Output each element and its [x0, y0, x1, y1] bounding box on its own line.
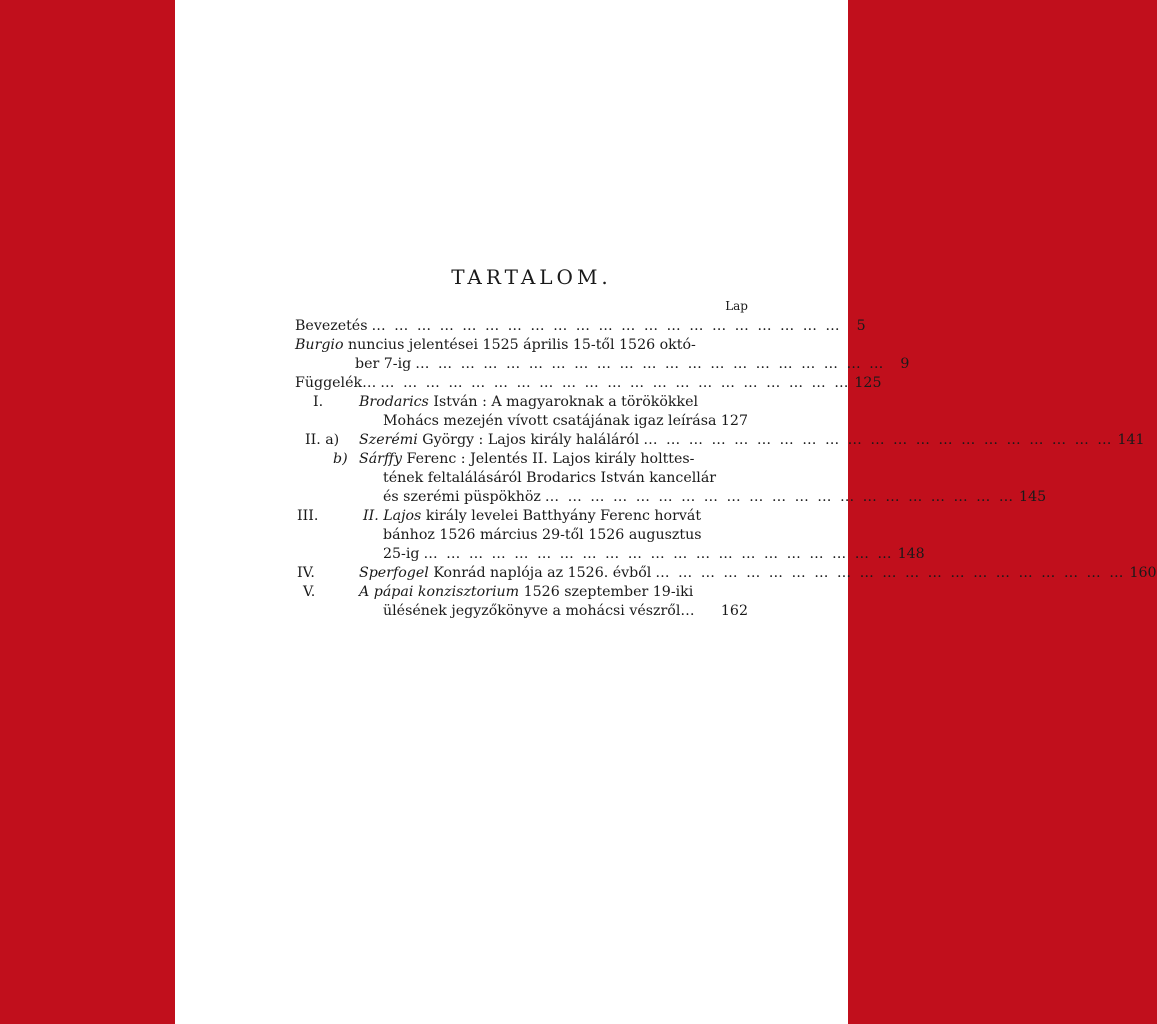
- entry-text-cont: és szerémi püspökhöz: [383, 489, 541, 505]
- toc-entry-i[interactable]: [295, 393, 748, 431]
- entry-text: György : Lajos király haláláról: [422, 432, 640, 448]
- entry-text-cont: Mohács mezején vívott csatájának igaz leírása: [383, 413, 717, 429]
- page-title: TARTALOM.: [451, 265, 612, 289]
- entry-page: 127: [720, 413, 748, 429]
- entry-italic: II. Lajos: [363, 508, 422, 524]
- entry-text: király levelei Batthyány Ferenc horvát: [425, 508, 702, 524]
- entry-italic: Sperfogel: [359, 565, 429, 581]
- entry-page: 162: [720, 603, 748, 619]
- entry-number: V.: [303, 584, 316, 600]
- entry-page: 145: [1019, 489, 1047, 505]
- entry-italic: Szerémi: [359, 432, 418, 448]
- entry-label: Függelék…: [295, 375, 377, 391]
- toc-entry-bevezetes[interactable]: [295, 317, 866, 336]
- entry-page: 5: [856, 318, 866, 334]
- leader-dots: … … … … … … … … … … … … … … … … … … … … …: [371, 318, 842, 334]
- entry-italic: Burgio: [295, 337, 344, 353]
- entry-text: Konrád naplója az 1526. évből: [433, 565, 652, 581]
- entry-label: Bevezetés: [295, 318, 368, 334]
- leader-dots: … … … … … … … … … … … … … … … … … … … … …: [643, 432, 1114, 448]
- entry-italic: A pápai konzisztorium: [359, 584, 520, 600]
- entry-number: III.: [297, 508, 319, 524]
- entry-text-cont: ber 7-ig: [355, 356, 412, 372]
- entry-number: I.: [313, 394, 324, 410]
- leader-dots: … … … … … … … … … … … … … … … … … … … … …: [423, 546, 894, 562]
- entry-number: b): [333, 451, 348, 467]
- entry-page: 160: [1129, 565, 1157, 581]
- toc-entry-iv[interactable]: [295, 564, 1157, 583]
- entry-page: 9: [900, 356, 910, 372]
- toc-entry-burgio[interactable]: [295, 336, 910, 374]
- entry-text: 1526 szeptember 19-iki: [523, 584, 694, 600]
- entry-text: István : A magyaroknak a törökökkel: [433, 394, 699, 410]
- leader-dots: … … … … … … … … … … … … … … … … … … … … …: [655, 565, 1126, 581]
- entry-text-cont: 25-ig: [383, 546, 420, 562]
- toc-entry-ii-a[interactable]: [295, 431, 1145, 450]
- entry-page: 141: [1117, 432, 1145, 448]
- entry-number: II. a): [305, 432, 340, 448]
- entry-page: 148: [897, 546, 925, 562]
- toc-entry-ii-b[interactable]: [295, 450, 1047, 507]
- leader-dots: … … … … … … … … … … … … … … … … … … … … …: [415, 356, 886, 372]
- entry-page: 125: [854, 375, 882, 391]
- toc-entry-v[interactable]: [295, 583, 748, 621]
- entry-number: IV.: [297, 565, 315, 581]
- entry-italic: Sárffy: [359, 451, 403, 467]
- entry-italic: Brodarics: [359, 394, 429, 410]
- book-page: [175, 0, 1157, 1024]
- leader-dots: … … … … … … … … … … … … … … … … … … … … …: [544, 489, 1016, 505]
- entry-text: nuncius jelentései 1525 április 15-től 1526 októ-: [348, 337, 696, 353]
- page-column-header: Lap: [725, 299, 748, 313]
- entry-text-cont: ülésének jegyzőkönyve a mohácsi vészről…: [383, 603, 695, 619]
- entry-text: Ferenc : Jelentés II. Lajos király holttes-: [406, 451, 695, 467]
- toc-entry-iii[interactable]: [295, 507, 925, 564]
- leader-dots: … … … … … … … … … … … … … … … … … … … … …: [380, 375, 851, 391]
- entry-text-cont: tének feltalálásáról Brodarics István kancellár: [383, 470, 717, 486]
- entry-text-cont: bánhoz 1526 március 29-től 1526 augusztus: [383, 527, 702, 543]
- toc-entry-fuggelek[interactable]: [295, 374, 882, 393]
- table-of-contents: [295, 265, 1157, 621]
